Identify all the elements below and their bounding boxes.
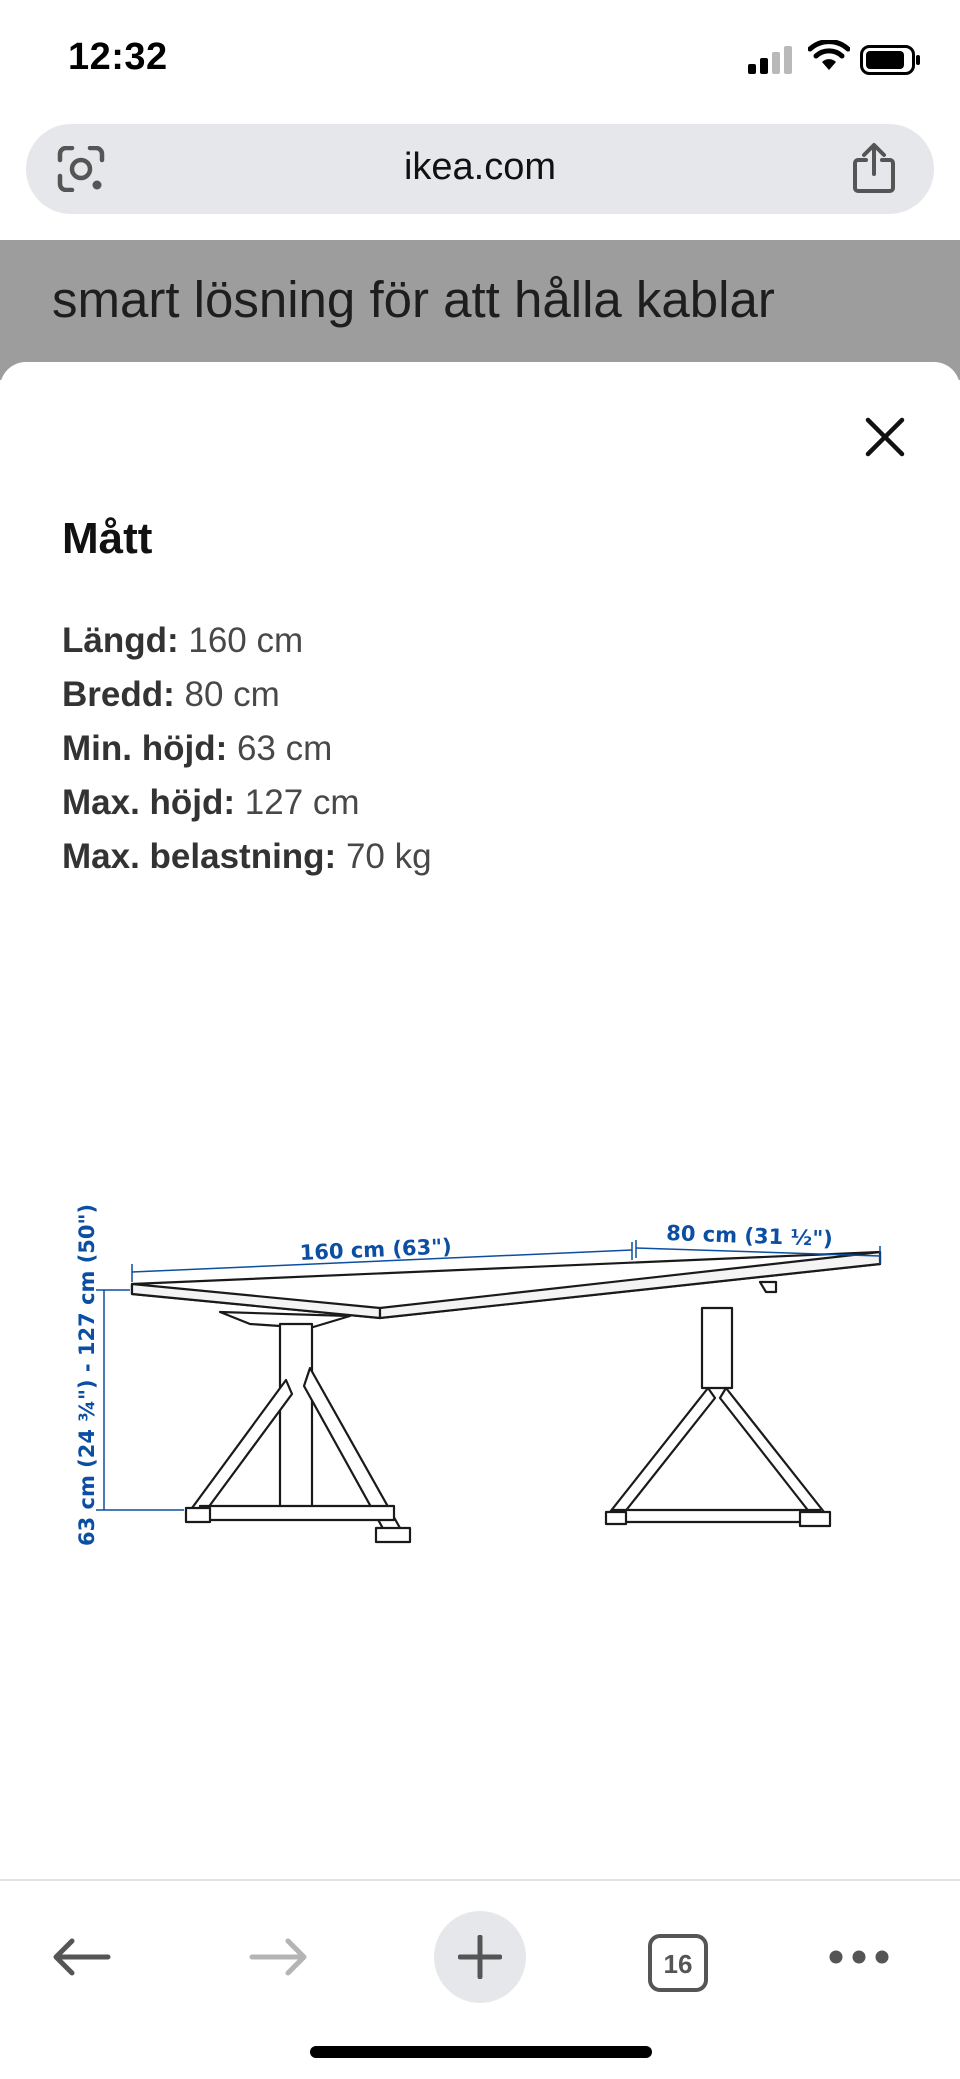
spec-label: Max. höjd:: [62, 783, 236, 822]
spec-value: 160 cm: [178, 621, 304, 660]
spec-label: Längd:: [62, 621, 179, 660]
address-bar[interactable]: [26, 124, 934, 214]
battery-icon: [860, 45, 922, 75]
tabs-button[interactable]: [648, 1934, 708, 1992]
spec-label: Max. belastning:: [62, 837, 337, 876]
spec-list: [62, 614, 432, 884]
dimensions-sheet: [0, 362, 960, 1879]
desk-drawing: [132, 1252, 880, 1542]
more-options-icon[interactable]: [828, 1949, 890, 1965]
home-indicator[interactable]: [310, 2046, 652, 2058]
status-time: 12:32: [68, 36, 168, 78]
spec-row-width: [62, 668, 432, 722]
status-bar: [0, 0, 960, 118]
spec-label: Min. höjd:: [62, 729, 228, 768]
spec-row-min-height: [62, 722, 432, 776]
spec-value: 63 cm: [227, 729, 333, 768]
forward-arrow-icon[interactable]: [248, 1937, 310, 1977]
width-dimension-label: 80 cm (31 ½"): [665, 1221, 834, 1251]
share-icon[interactable]: [850, 142, 898, 194]
back-arrow-icon[interactable]: [50, 1937, 112, 1977]
cellular-signal-icon: [748, 46, 796, 74]
background-text-line: smart lösning för att hålla kablar: [52, 271, 775, 328]
dimmed-page-content: [0, 240, 960, 380]
spec-value: 80 cm: [174, 675, 280, 714]
spec-row-length: [62, 614, 432, 668]
url-text[interactable]: ikea.com: [403, 146, 557, 188]
google-lens-icon[interactable]: [56, 146, 106, 192]
spec-value: 70 kg: [336, 837, 432, 876]
wifi-icon: [808, 40, 850, 72]
sheet-title: Mått: [62, 514, 153, 563]
height-dimension-label: 63 cm (24 ¾") - 127 cm (50"): [75, 1203, 99, 1546]
length-dimension-label: 160 cm (63"): [299, 1234, 453, 1265]
desk-dimensions-diagram: [60, 1132, 900, 1572]
spec-label: Bredd:: [62, 675, 175, 714]
spec-value: 127 cm: [235, 783, 360, 822]
new-tab-button[interactable]: [434, 1911, 526, 2003]
tab-count: 16: [663, 1949, 693, 1979]
spec-row-max-height: [62, 776, 432, 830]
close-icon[interactable]: [862, 414, 908, 460]
plus-icon: [458, 1935, 502, 1979]
spec-row-max-load: [62, 830, 432, 884]
